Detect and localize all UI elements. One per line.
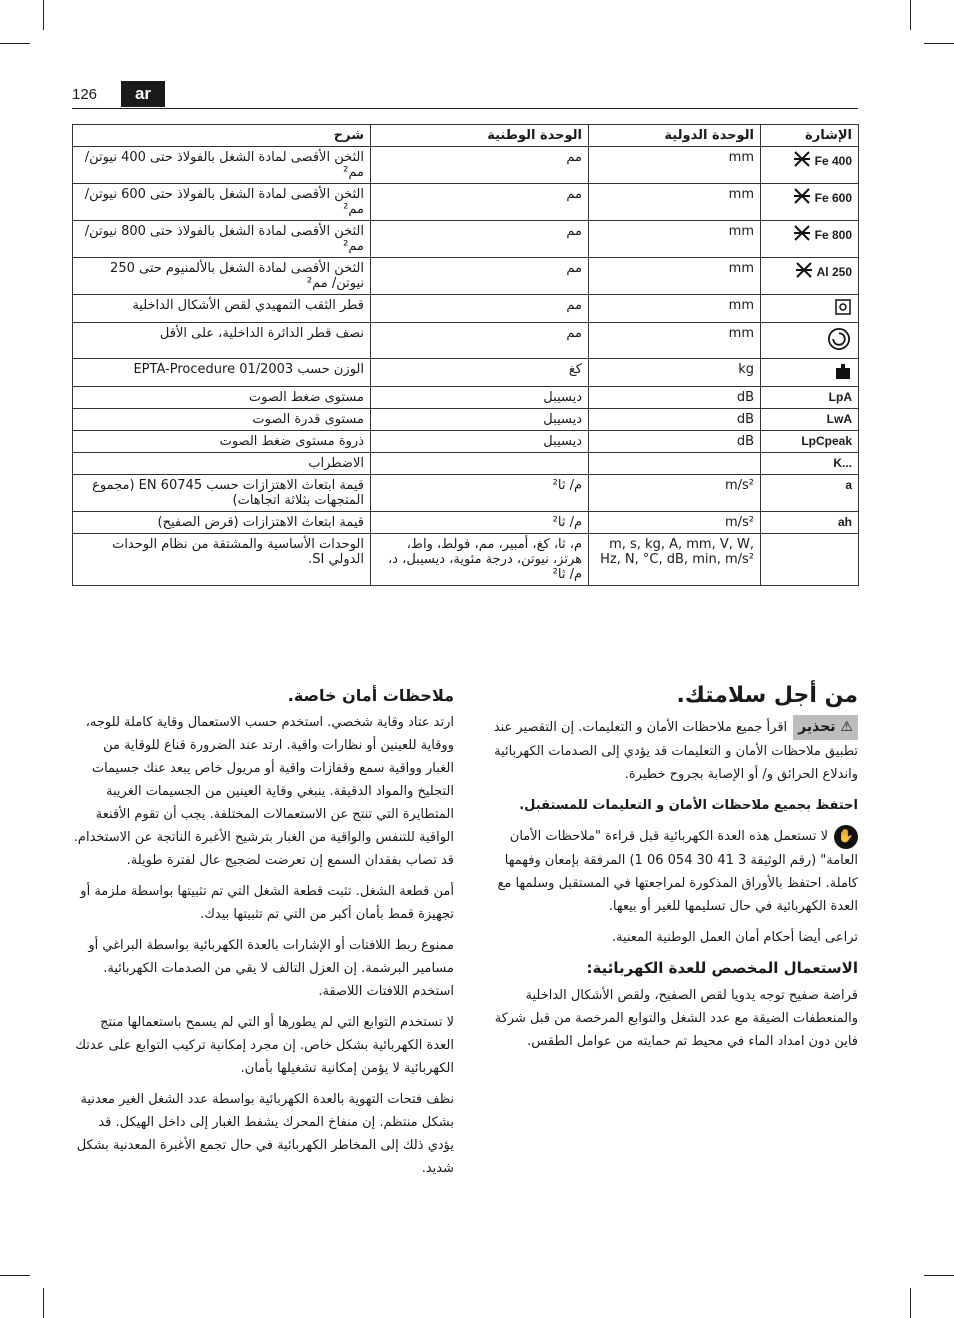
row-national-unit: م/ ثا²	[371, 512, 589, 534]
symbol-text: LpA	[828, 390, 852, 404]
symbol-text: LwA	[826, 412, 852, 426]
header-intl-unit: الوحدة الدولية	[589, 125, 761, 147]
symbol-text: Fe 400	[814, 153, 852, 168]
row-international-unit: m/s²	[589, 475, 761, 512]
national-rules: تراعى أيضا أحكام أمان العمل الوطنية المعنية.	[611, 930, 858, 945]
safety-paragraph: نظف فتحات التهوية بالعدة الكهربائية بواسطة عدد الشغل الغير معدنية بشكل منتظم. إن منفاخ المحرك يشفط الغبار إلى داخل الهيكل. قد يؤدي ذلك إلى المخاطر الكهربائية في حال تجمع الأغبرة المعدنية بشكل شديد.	[76, 1092, 454, 1176]
table-row	[73, 409, 859, 431]
read-manual-paragraph	[478, 825, 858, 918]
row-international-unit: kg	[589, 359, 761, 387]
crop-mark	[43, 1288, 44, 1318]
symbol-text: LpCpeak	[801, 434, 852, 448]
row-national-unit: ديسيبل	[371, 409, 589, 431]
steel-cut-icon	[793, 150, 811, 171]
crop-mark	[924, 1275, 954, 1276]
table-row	[73, 147, 859, 184]
row-symbol	[761, 409, 859, 431]
crop-mark	[0, 1275, 30, 1276]
row-national-unit: مم	[371, 184, 589, 221]
crop-mark	[924, 43, 954, 44]
symbol-text: Fe 800	[814, 227, 852, 242]
safety-paragraph: لا تستخدم التوابع التي لم يطورها أو التي لم يسمح باستعمالها منتج العدة الكهربائية بشكل خاص. إن مجرد إمكانية تركيب التوابع على عدتك الكهربائية لا يؤمن إمكانية تشغيلها بأمان.	[75, 1015, 454, 1076]
symbol-text: Al 250	[816, 264, 852, 279]
row-symbol	[761, 147, 859, 184]
row-symbol	[761, 295, 859, 323]
spec-table	[72, 124, 859, 586]
row-national-unit: مم	[371, 147, 589, 184]
pre-drill-hole-icon	[834, 298, 852, 319]
crop-mark	[910, 0, 911, 30]
header-rule	[72, 108, 858, 109]
row-description: قيمة ابتعاث الاهتزازات حسب EN 60745 (مجموع المتجهات بثلاثة اتجاهات)	[73, 475, 371, 512]
row-national-unit: مم	[371, 323, 589, 359]
row-description: الوحدات الأساسية والمشتقة من نظام الوحدات الدولي SI.	[73, 534, 371, 586]
row-international-unit: m/s²	[589, 512, 761, 534]
table-row	[73, 387, 859, 409]
symbol-text: ah	[837, 515, 852, 529]
row-international-unit: mm	[589, 184, 761, 221]
row-description: الثخن الأقصى لمادة الشغل بالفولاذ حتى 400 نيوتن/ مم²	[73, 147, 371, 184]
table-row	[73, 453, 859, 475]
table-header-row	[73, 125, 859, 147]
row-international-unit: dB	[589, 409, 761, 431]
steel-cut-icon	[793, 224, 811, 245]
weight-icon	[834, 362, 852, 383]
table-row	[73, 323, 859, 359]
row-national-unit: ديسيبل	[371, 387, 589, 409]
warning-label: تحذير	[798, 719, 836, 735]
header-nat-unit: الوحدة الوطنية	[371, 125, 589, 147]
safety-paragraph: ممنوع ربط اللافتات أو الإشارات بالعدة الكهربائية بواسطة البراغي أو مسامير البرشمة. إن العزل التالف لا يقي من الصدمات الكهربائية. استخدم اللافتات اللاصقة.	[88, 938, 454, 999]
row-description: مستوى قدرة الصوت	[73, 409, 371, 431]
read-manual-icon: ✋	[834, 825, 858, 849]
table-row	[73, 258, 859, 295]
row-symbol	[761, 258, 859, 295]
steel-cut-icon	[793, 187, 811, 208]
row-description: الثخن الأقصى لمادة الشغل بالفولاذ حتى 800 نيوتن/ مم²	[73, 221, 371, 258]
warning-text: اقرأ جميع ملاحظات الأمان و التعليمات. إن التقصير عند تطبيق ملاحظات الأمان و التعليمات قد يؤدي إلى الصدمات الكهربائية واندلاع الحرائق و/ أو الإصابة بجروح خطيرة.	[493, 720, 858, 782]
row-description: ذروة مستوى ضغط الصوت	[73, 431, 371, 453]
table-row	[73, 359, 859, 387]
row-symbol	[761, 431, 859, 453]
row-international-unit	[589, 453, 761, 475]
row-description: مستوى ضغط الصوت	[73, 387, 371, 409]
header-symbol: الإشارة	[761, 125, 859, 147]
row-international-unit: m, s, kg, A, mm, V, W, Hz, N, °C, dB, min, m/s²	[589, 534, 761, 586]
read-manual-text: لا تستعمل هذه العدة الكهربائية قبل قراءة "ملاحظات الأمان العامة" (رقم الوثيقة 3 41 30 054 06 1) المرفقة بإمعان وفهمها كاملة. احتفظ بالأوراق المذكورة لمراجعتها في المستقبل وسلمها مع العدة الكهربائية في حال تسليمها للغير أو بيعها.	[497, 829, 858, 914]
crop-mark	[0, 43, 30, 44]
row-international-unit: mm	[589, 221, 761, 258]
row-national-unit: مم	[371, 295, 589, 323]
row-national-unit: م، ثا، كغ، أمبير، مم، فولط، واط، هرتز، نيوتن، درجة مئوية، ديسيبل، د، م/ ثا²	[371, 534, 589, 586]
language-badge: ar	[121, 81, 165, 107]
row-description: الاضطراب	[73, 453, 371, 475]
intended-use-heading: الاستعمال المخصص للعدة الكهربائية:	[586, 959, 858, 977]
table-row	[73, 184, 859, 221]
crop-mark	[910, 1288, 911, 1318]
row-symbol	[761, 534, 859, 586]
table-row	[73, 534, 859, 586]
row-description: قيمة ابتعاث الاهتزازات (قرض الصفيح)	[73, 512, 371, 534]
row-symbol	[761, 359, 859, 387]
row-national-unit: مم	[371, 258, 589, 295]
row-international-unit: mm	[589, 323, 761, 359]
aluminium-cut-icon	[795, 261, 813, 282]
safety-paragraph: أمن قطعة الشغل. تثبت قطعة الشغل التي تم تثبيتها بواسطة ملزمة أو تجهيزة قمط بأمان أكبر من التي تم تثبيتها بيدك.	[80, 884, 454, 922]
row-symbol	[761, 184, 859, 221]
row-symbol	[761, 512, 859, 534]
row-international-unit: mm	[589, 258, 761, 295]
special-safety-title: ملاحظات أمان خاصة.	[287, 686, 454, 705]
right-column	[478, 684, 858, 1061]
row-description: الثخن الأقصى لمادة الشغل بالألمنيوم حتى 250 نيوتن/ مم²	[73, 258, 371, 295]
warning-paragraph	[478, 715, 858, 786]
crop-mark	[43, 0, 44, 30]
intended-use-text: قراضة صفيح توجه يدويا لقص الصفيح، ولقص الأشكال الداخلية والمنعطفات الضيقة مع عدد الشغل والتوابع المرخصة من قبل شركة فاين دون امداد الماء في محيط تم حمايته من عوامل الطقس.	[494, 988, 858, 1049]
safety-paragraph: ارتد عتاد وقاية شخصي. استخدم حسب الاستعمال وقاية كاملة للوجه، ووقاية للعينين أو نظارات واقية. ارتد عند الضرورة قناع للوقاية من الغبار وواقية سمع وقفازات واقية أو مريول خاص يبعد عنك جسيمات التجليخ والمواد الدقيقة. ينبغي وقاية العينين من الجسيمات الغريبة المتطايرة التي تنتج عن الاستعمالات المختلفة. يجب أن تقوم الأقنعة الواقية للتنفس والواقية من الغبار بترشيح الأغبرة الناتجة عن الاستخدام. قد تصاب بفقدان السمع إن تعرضت لضجيج عال لفترة طويلة.	[73, 715, 454, 868]
row-national-unit	[371, 453, 589, 475]
row-national-unit: ديسيبل	[371, 431, 589, 453]
header-desc: شرح	[73, 125, 371, 147]
row-symbol	[761, 453, 859, 475]
left-column	[72, 684, 454, 1188]
symbol-text: a	[845, 478, 852, 492]
row-international-unit: dB	[589, 387, 761, 409]
symbol-text: K...	[833, 456, 852, 470]
row-symbol	[761, 475, 859, 512]
symbol-text: Fe 600	[814, 190, 852, 205]
row-symbol	[761, 221, 859, 258]
row-symbol	[761, 323, 859, 359]
table-row	[73, 512, 859, 534]
row-description: نصف قطر الدائرة الداخلية، على الأقل	[73, 323, 371, 359]
keep-instructions: احتفظ بجميع ملاحظات الأمان و التعليمات للمستقبل.	[519, 798, 858, 813]
row-national-unit: مم	[371, 221, 589, 258]
row-international-unit: dB	[589, 431, 761, 453]
row-description: الوزن حسب EPTA-Procedure 01/2003	[73, 359, 371, 387]
row-symbol	[761, 387, 859, 409]
row-international-unit: mm	[589, 147, 761, 184]
inner-radius-icon	[826, 326, 852, 355]
warning-badge: ⚠ تحذير	[793, 715, 858, 740]
table-row	[73, 295, 859, 323]
table-row	[73, 221, 859, 258]
safety-title: من أجل سلامتك.	[676, 683, 858, 708]
row-national-unit: م/ ثا²	[371, 475, 589, 512]
row-international-unit: mm	[589, 295, 761, 323]
table-row	[73, 475, 859, 512]
table-row	[73, 431, 859, 453]
page-number: 126	[72, 86, 98, 103]
row-description: قطر الثقب التمهيدي لقص الأشكال الداخلية	[73, 295, 371, 323]
row-national-unit: كغ	[371, 359, 589, 387]
row-description: الثخن الأقصى لمادة الشغل بالفولاذ حتى 600 نيوتن/ مم²	[73, 184, 371, 221]
